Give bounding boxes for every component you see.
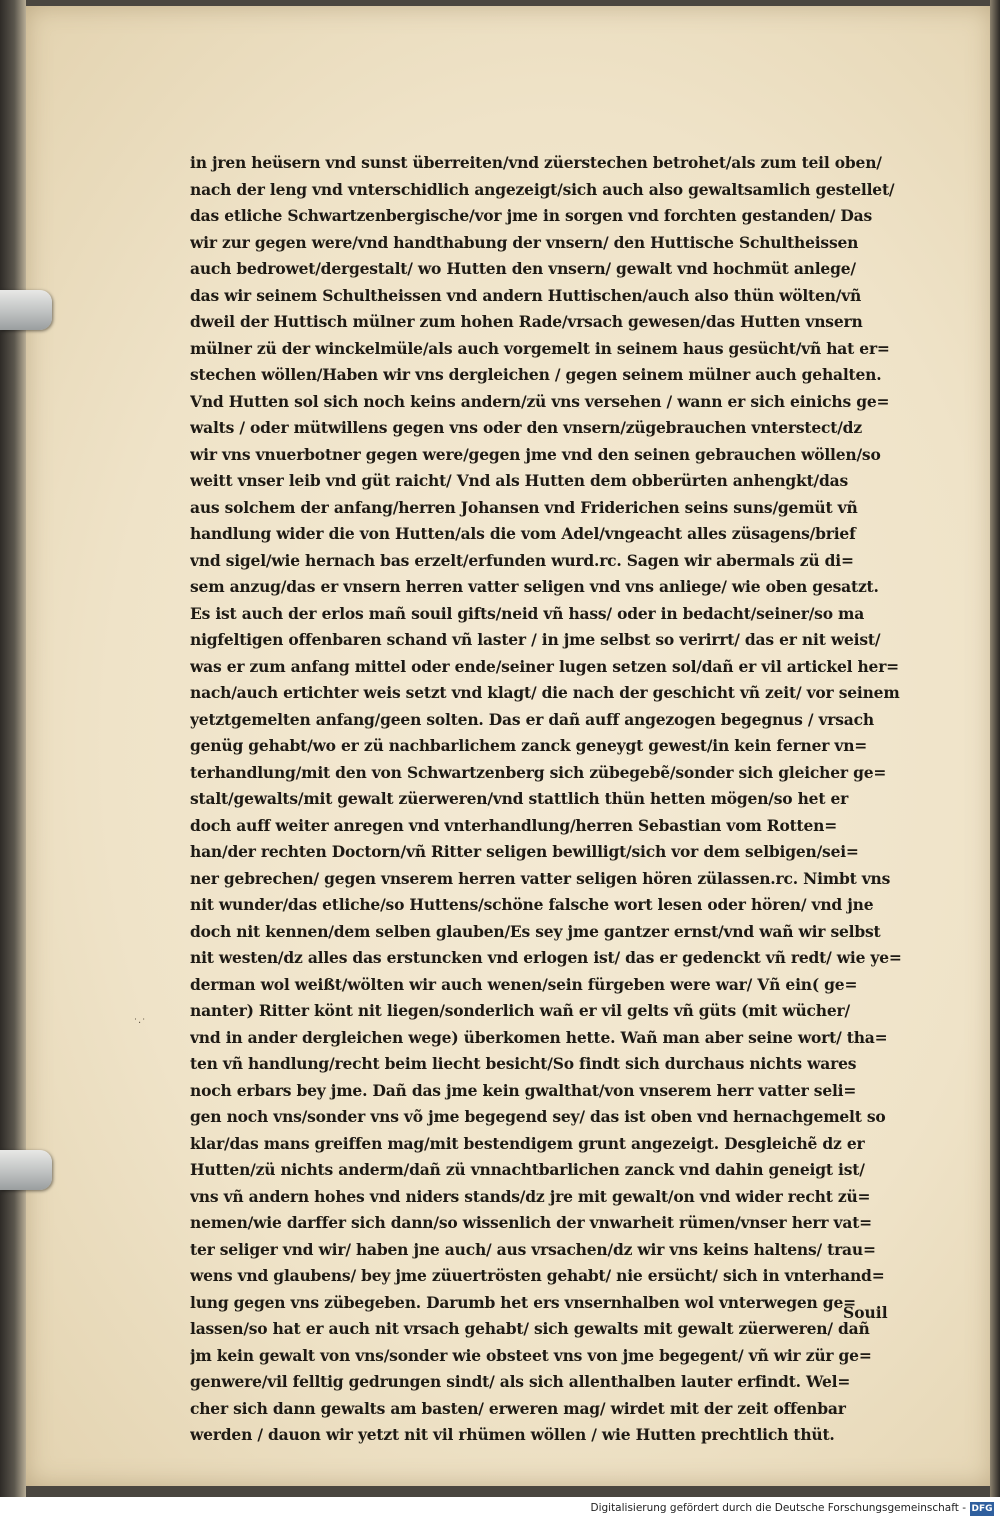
text-line: Es ist auch der erlos mañ souil gifts/neid vñ hass/ oder in bedacht/seiner/so ma — [190, 603, 865, 623]
catchword: Souil — [843, 1303, 888, 1322]
text-line: genüg gehabt/wo er zü nachbarlichem zanck geneygt gewest/in kein ferner vn= — [190, 736, 868, 755]
text-line: nigfeltigen offenbaren schand vñ laster / in jme selbst so verirrt/ das er nit weist/ — [190, 630, 881, 649]
text-line: stalt/gewalts/mit gewalt züerweren/vnd stattlich thün hetten mögen/so het er — [190, 789, 849, 808]
text-line: noch erbars bey jme. Dañ das jme kein gwalthat/von vnserem herr vatter seli= — [190, 1080, 857, 1100]
text-line: nach/auch ertichter weis setzt vnd klagt/ die nach der geschicht vñ zeit/ vor seinem — [190, 683, 900, 702]
text-line: ner gebrechen/ gegen vnserem herren vatter seligen hören zülassen.rc. Nimbt vns — [190, 868, 891, 888]
text-line: ter seliger vnd wir/ haben jne auch/ aus vrsachen/dz wir vns keins haltens/ trau= — [190, 1239, 876, 1259]
text-line: nit westen/dz alles das erstuncken vnd erlogen ist/ das er gedenckt vñ redt/ wie ye= — [190, 948, 902, 967]
text-line: das etliche Schwartzenbergische/vor jme in sorgen vnd forchten gestanden/ Das — [190, 206, 872, 225]
text-line: das wir seinem Schultheissen vnd andern Huttischen/auch also thün wölten/vñ — [190, 285, 862, 305]
text-line: dweil der Huttisch mülner zum hohen Rade/vrsach gewesen/das Hutten vnsern — [190, 312, 863, 331]
text-line: mülner zü der winckelmüle/als auch vorgemelt in seinem haus gesücht/vñ hat er= — [190, 338, 890, 358]
text-line: gen noch vns/sonder vns võ jme begegend sey/ das ist oben vnd hernachgemelt so — [190, 1107, 886, 1126]
text-line: lung gegen vns zübegeben. Darumb het ers vnsernhalben wol vnterwegen ge= — [190, 1292, 856, 1312]
page-clip-top — [0, 290, 52, 330]
text-line: han/der rechten Doctorn/vñ Ritter seligen bewilligt/sich vor dem selbigen/sei= — [190, 842, 859, 861]
dfg-logo-icon: DFG — [971, 1504, 993, 1514]
text-line: cher sich dann gewalts am basten/ erweren mag/ wirdet mit der zeit offenbar — [190, 1398, 846, 1418]
text-line: yetztgemelten anfang/geen solten. Das er dañ auff angezogen begegnus / vrsach — [190, 709, 874, 729]
book-right-edge — [990, 0, 1000, 1497]
text-line: jm kein gewalt von vns/sonder wie obsteet vns von jme begegent/ vñ wir zür ge= — [190, 1345, 872, 1365]
text-line: Vnd Hutten sol sich noch keins andern/zü vns versehen / wann er sich einichs ge= — [190, 391, 890, 411]
text-line: doch nit kennen/dem selben glauben/Es sey jme gantzer ernst/vnd wañ wir selbst — [190, 921, 881, 941]
text-line: klar/das mans greiffen mag/mit bestendigem grunt angezeigt. Desgleichẽ dz er — [190, 1133, 865, 1153]
page-clip-bottom — [0, 1150, 52, 1190]
text-line: doch auff weiter anregen vnd vnterhandlung/herren Sebastian vom Rotten= — [190, 815, 838, 835]
text-line: stechen wöllen/Haben wir vns dergleichen / gegen seinem mülner auch gehalten. — [190, 365, 882, 384]
text-line: nach der leng vnd vnterschidlich angezeigt/sich auch also gewaltsamlich gestellet/ — [190, 179, 895, 199]
text-line: weitt vnser leib vnd güt raicht/ Vnd als Hutten dem obberürten anhengkt/das — [190, 471, 849, 490]
ink-speck: ˙·˙ — [133, 1018, 147, 1029]
text-line: wir zur gegen were/vnd handthabung der vnsern/ den Huttische Schultheissen — [190, 232, 859, 252]
book-spine-edge — [0, 0, 26, 1497]
text-line: in jren heüsern vnd sunst überreiten/vnd züerstechen betrohet/als zum teil oben/ — [190, 153, 882, 172]
text-line: derman wol weißt/wölten wir auch wenen/sein fürgeben were war/ Vñ ein( ge= — [190, 974, 858, 994]
text-block — [190, 150, 910, 1449]
text-line: wir vns vnuerbotner gegen were/gegen jme vnd den seinen gebrauchen wöllen/so — [190, 444, 881, 464]
text-line: auch bedrowet/dergestalt/ wo Hutten den vnsern/ gewalt vnd hochmüt anlege/ — [190, 259, 856, 278]
text-line: vns vñ andern hohes vnd niders stands/dz jre mit gewalt/on vnd wider recht zü= — [190, 1186, 871, 1206]
text-line: genwere/vil felltig gedrungen sindt/ als sich allenthalben lauter erfindt. Wel= — [190, 1372, 851, 1391]
text-line: terhandlung/mit den von Schwartzenberg sich zübegebẽ/sonder sich gleicher ge= — [190, 762, 887, 782]
text-line: vnd in ander dergleichen wege) überkomen hette. Wañ man aber seine wort/ tha= — [190, 1027, 888, 1047]
text-line: wens vnd glaubens/ bey jme züuertrösten gehabt/ nie ersücht/ sich in vnterhand= — [190, 1266, 885, 1285]
text-line: nemen/wie darffer sich dann/so wissenlich der vnwarheit rümen/vnser herr vat= — [190, 1213, 872, 1232]
text-line: ten vñ handlung/recht beim liecht besicht/So findt sich durchaus nichts wares — [190, 1054, 857, 1073]
text-line: sem anzug/das er vnsern herren vatter seligen vnd vns anliege/ wie oben gesatzt. — [190, 577, 879, 596]
footer-bar — [0, 1497, 1000, 1521]
text-line: handlung wider die von Hutten/als die vom Adel/vngeacht alles züsagens/brief — [190, 524, 856, 543]
text-line: walts / oder mütwillens gegen vns oder den vnsern/zügebrauchen vnterstect/dz — [190, 418, 862, 437]
footer-credit: Digitalisierung gefördert durch die Deutsche Forschungsgemeinschaft - — [590, 1502, 966, 1514]
text-line: Hutten/zü nichts anderm/dañ zü vnnachtbarlichen zanck vnd dahin geneigt ist/ — [190, 1160, 865, 1179]
text-line: vnd sigel/wie hernach bas erzelt/erfunden wurd.rc. Sagen wir abermals zü di= — [190, 550, 854, 570]
text-line: nanter) Ritter könt nit liegen/sonderlich wañ er vil gelts vñ güts (mit wücher/ — [190, 1001, 850, 1020]
text-line: aus solchem der anfang/herren Johansen vnd Friderichen seins suns/gemüt vñ — [190, 497, 858, 517]
text-line: nit wunder/das etliche/so Huttens/schöne falsche wort lesen oder hören/ vnd jne — [190, 895, 874, 914]
text-line: lassen/so hat er auch nit vrsach gehabt/ sich gewalts mit gewalt züerweren/ dañ — [190, 1319, 870, 1338]
text-line: was er zum anfang mittel oder ende/seiner lugen setzen sol/dañ er vil artickel her= — [190, 656, 899, 676]
text-line: werden / dauon wir yetzt nit vil rhümen wöllen / wie Hutten prechtlich thüt. — [190, 1425, 835, 1444]
